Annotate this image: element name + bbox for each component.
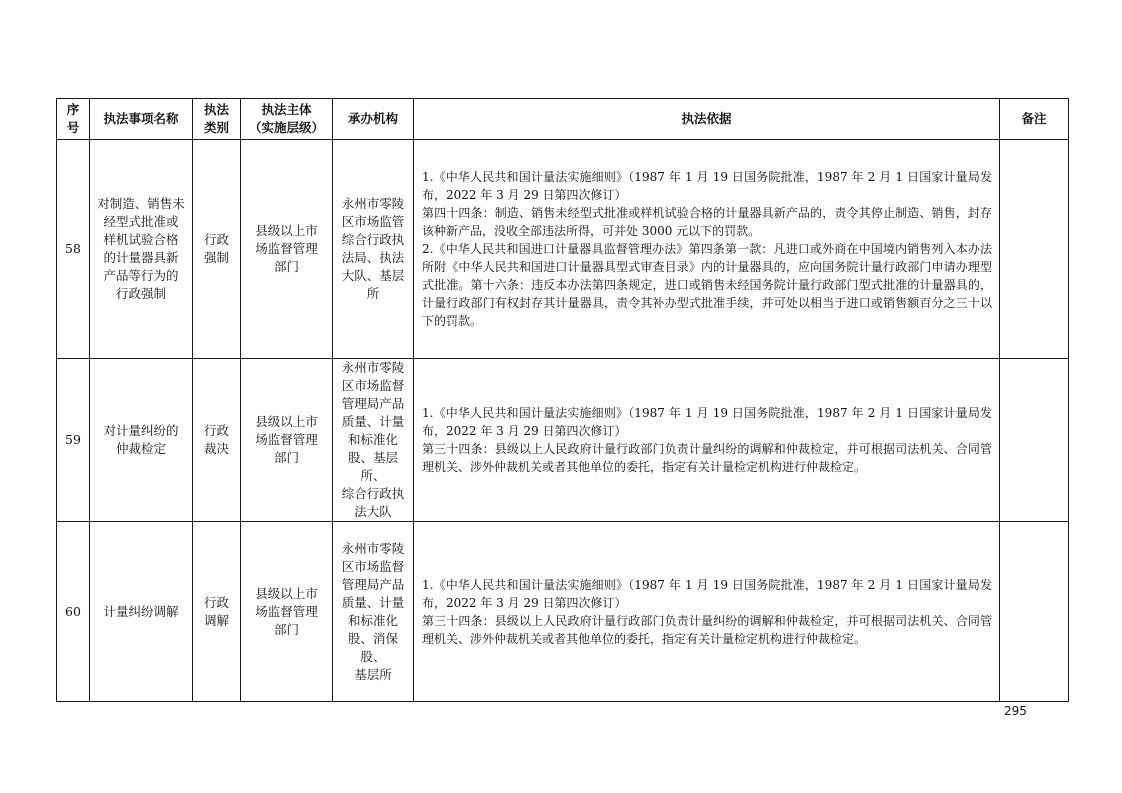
row-agency: 永州市零陵 区市场监管 综合行政执 法局、执法 大队、基层 所 bbox=[333, 140, 414, 359]
enforcement-table bbox=[56, 98, 1069, 702]
row-remark bbox=[1000, 359, 1069, 522]
row-basis: 1.《中华人民共和国计量法实施细则》（1987 年 1 月 19 日国务院批准，1987 年 2 月 1 日国家计量局发布，2022 年 3 月 29 日第四次修订） 第三十四条：县级以上人民政府计量行政部门负责计量纠纷的调解和仲裁检定，并可根据司法机关、合同管理机关、涉外仲裁机关或者其他单位的委托，指定有关计量检定机构进行仲裁检定。 bbox=[414, 522, 1000, 702]
header-subject: 执法主体 （实施层级） bbox=[241, 99, 333, 140]
page-number: 295 bbox=[1004, 704, 1027, 718]
row-remark bbox=[1000, 140, 1069, 359]
row-seq: 59 bbox=[57, 359, 90, 522]
row-category: 行政 裁决 bbox=[193, 359, 241, 522]
header-agency: 承办机构 bbox=[333, 99, 414, 140]
row-category: 行政 强制 bbox=[193, 140, 241, 359]
row-remark bbox=[1000, 522, 1069, 702]
header-basis: 执法依据 bbox=[414, 99, 1000, 140]
row-subject: 县级以上市 场监督管理 部门 bbox=[241, 140, 333, 359]
row-subject: 县级以上市 场监督管理 部门 bbox=[241, 522, 333, 702]
header-seq: 序 号 bbox=[57, 99, 90, 140]
row-category: 行政 调解 bbox=[193, 522, 241, 702]
table-row bbox=[57, 140, 1069, 359]
header-remark: 备注 bbox=[1000, 99, 1069, 140]
row-agency: 永州市零陵 区市场监督 管理局产品 质量、计量 和标准化 股、消保股、 基层所 bbox=[333, 522, 414, 702]
row-name: 对制造、销售未 经型式批准或 样机试验合格 的计量器具新 产品等行为的 行政强制 bbox=[90, 140, 193, 359]
header-name: 执法事项名称 bbox=[90, 99, 193, 140]
row-seq: 60 bbox=[57, 522, 90, 702]
row-seq: 58 bbox=[57, 140, 90, 359]
header-row bbox=[57, 99, 1069, 140]
row-agency: 永州市零陵 区市场监督 管理局产品 质量、计量 和标准化 股、基层所、 综合行政执 法大队 bbox=[333, 359, 414, 522]
row-subject: 县级以上市 场监督管理 部门 bbox=[241, 359, 333, 522]
table-row bbox=[57, 522, 1069, 702]
row-basis: 1.《中华人民共和国计量法实施细则》（1987 年 1 月 19 日国务院批准，1987 年 2 月 1 日国家计量局发布，2022 年 3 月 29 日第四次修订） 第三十四条：县级以上人民政府计量行政部门负责计量纠纷的调解和仲裁检定，并可根据司法机关、合同管理机关、涉外仲裁机关或者其他单位的委托，指定有关计量检定机构进行仲裁检定。 bbox=[414, 359, 1000, 522]
row-basis: 1.《中华人民共和国计量法实施细则》（1987 年 1 月 19 日国务院批准，1987 年 2 月 1 日国家计量局发布，2022 年 3 月 29 日第四次修订） 第四十四条：制造、销售未经型式批准或样机试验合格的计量器具新产品的，责令其停止制造、销售，封存该种新产品，没收全部违法所得，可并处 3000 元以下的罚款。 2.《中华人民共和国进口计量器具监督管理办法》第四条第一款：凡进口或外商在中国境内销售列入本办法所附《中华人民共和国进口计量器具型式审查目录》内的计量器具的，应向国务院计量行政部门申请办理型式批准。第十六条：违反本办法第四条规定，进口或销售未经国务院计量行政部门型式批准的计量器具的，计量行政部门有权封存其计量器具，责令其补办型式批准手续，并可处以相当于进口或销售额百分之三十以下的罚款。 bbox=[414, 140, 1000, 359]
row-name: 计量纠纷调解 bbox=[90, 522, 193, 702]
table-row bbox=[57, 359, 1069, 522]
row-name: 对计量纠纷的 仲裁检定 bbox=[90, 359, 193, 522]
header-category: 执法 类别 bbox=[193, 99, 241, 140]
